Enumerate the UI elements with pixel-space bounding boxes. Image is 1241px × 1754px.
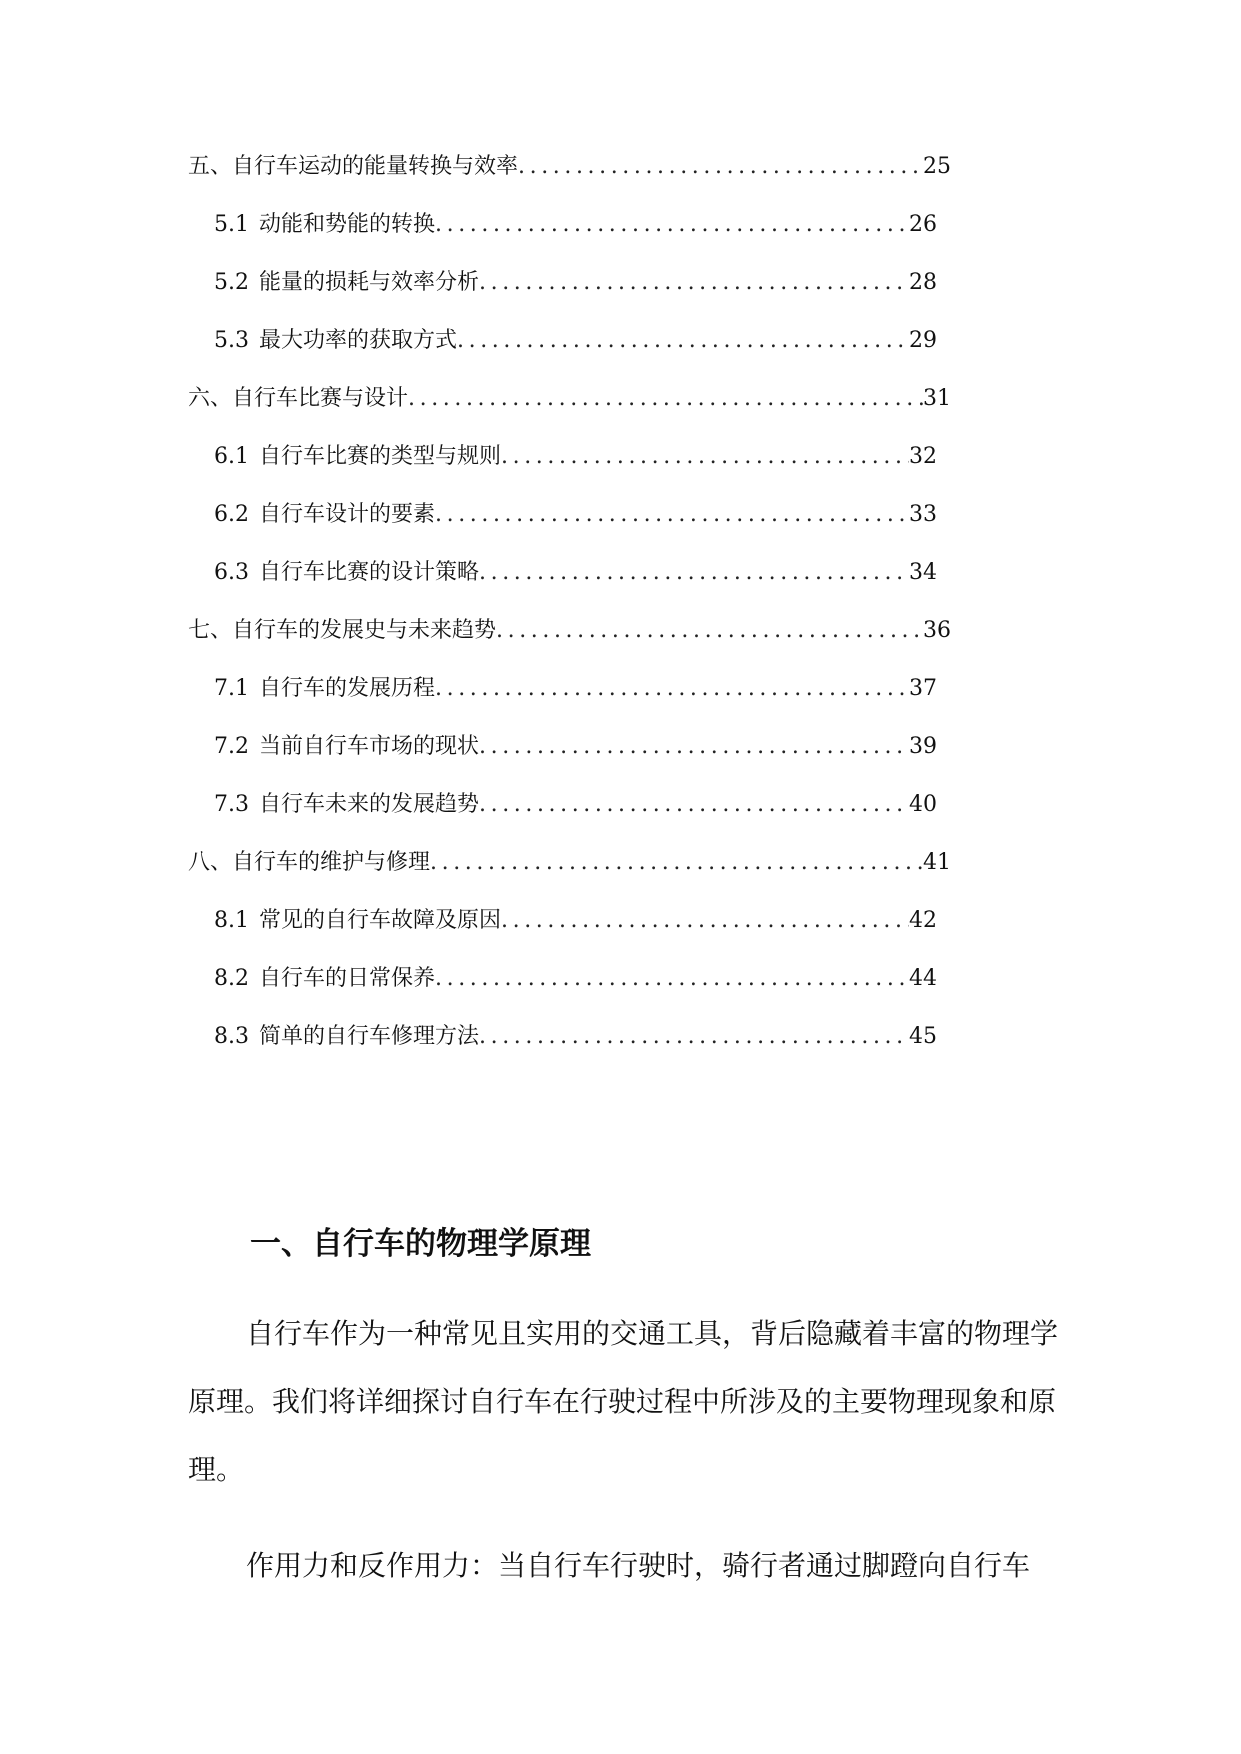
toc-page-number: 44: [909, 966, 937, 991]
toc-page-number: 29: [909, 328, 937, 353]
toc-entry-title: 动能和势能的转换: [259, 212, 436, 237]
toc-entry[interactable]: [214, 558, 937, 588]
toc-leader-dots: [408, 384, 923, 414]
toc-page-number: 39: [909, 734, 937, 759]
toc-entry-number: 7.3: [214, 792, 249, 817]
section-heading: 一、自行车的物理学原理: [250, 1226, 591, 1262]
toc-entry-number: 8.3: [214, 1024, 249, 1049]
toc-leader-dots: [430, 848, 923, 878]
toc-page-number: 45: [909, 1024, 937, 1049]
toc-entry-title: 能量的损耗与效率分析: [259, 270, 480, 295]
toc-entry-title: 五、自行车运动的能量转换与效率: [188, 154, 519, 179]
toc-entry[interactable]: [214, 674, 937, 704]
toc-entry-number: 7.1: [214, 676, 249, 701]
toc-leader-dots: [479, 268, 909, 298]
toc-entry[interactable]: [188, 384, 951, 414]
toc-entry[interactable]: [214, 964, 937, 994]
toc-entry-title: 自行车的发展历程: [259, 676, 436, 701]
toc-leader-dots: [479, 558, 909, 588]
toc-entry-title: 七、自行车的发展史与未来趋势: [188, 618, 497, 643]
toc-page-number: 41: [923, 850, 951, 875]
toc-leader-dots: [435, 500, 909, 530]
toc-entry-title: 最大功率的获取方式: [259, 328, 458, 353]
toc-entry[interactable]: [188, 152, 951, 182]
toc-page-number: 42: [909, 908, 937, 933]
body-paragraph: 作用力和反作用力：当自行车行驶时，骑行者通过脚蹬向自行车: [246, 1549, 1031, 1582]
toc-leader-dots: [435, 964, 909, 994]
toc-leader-dots: [501, 442, 909, 472]
toc-entry-number: 5.1: [214, 212, 249, 237]
toc-entry-number: 5.2: [214, 270, 249, 295]
toc-entry-number: 5.3: [214, 328, 249, 353]
toc-page-number: 32: [909, 444, 937, 469]
toc-page-number: 25: [923, 154, 951, 179]
toc-entry-number: 7.2: [214, 734, 249, 759]
toc-leader-dots: [435, 674, 909, 704]
toc-entry-title: 自行车未来的发展趋势: [259, 792, 480, 817]
toc-page-number: 28: [909, 270, 937, 295]
toc-entry-number: 6.3: [214, 560, 249, 585]
toc-page-number: 36: [923, 618, 951, 643]
toc-entry-title: 六、自行车比赛与设计: [188, 386, 409, 411]
toc-leader-dots: [457, 326, 909, 356]
toc-page-number: 33: [909, 502, 937, 527]
toc-entry[interactable]: [214, 906, 937, 936]
toc-entry[interactable]: [188, 616, 951, 646]
toc-entry-title: 自行车比赛的设计策略: [259, 560, 480, 585]
toc-entry-title: 常见的自行车故障及原因: [259, 908, 502, 933]
toc-entry[interactable]: [214, 500, 937, 530]
toc-entry-title: 自行车设计的要素: [259, 502, 436, 527]
toc-leader-dots: [496, 616, 923, 646]
toc-entry-number: 6.2: [214, 502, 249, 527]
toc-page-number: 26: [909, 212, 937, 237]
toc-entry[interactable]: [188, 848, 951, 878]
toc-leader-dots: [479, 732, 909, 762]
toc-page-number: 37: [909, 676, 937, 701]
toc-entry-title: 八、自行车的维护与修理: [188, 850, 431, 875]
toc-page-number: 31: [923, 386, 951, 411]
toc-entry-number: 8.1: [214, 908, 249, 933]
toc-page-number: 40: [909, 792, 937, 817]
toc-entry[interactable]: [214, 442, 937, 472]
body-paragraph: 自行车作为一种常见且实用的交通工具，背后隐藏着丰富的物理学原理。我们将详细探讨自行车在行驶过程中所涉及的主要物理现象和原理。: [188, 1317, 1059, 1486]
toc-entry[interactable]: [214, 326, 937, 356]
toc-entry[interactable]: [214, 732, 937, 762]
toc-leader-dots: [435, 210, 909, 240]
toc-entry[interactable]: [214, 790, 937, 820]
toc-entry[interactable]: [214, 210, 937, 240]
toc-entry-title: 自行车比赛的类型与规则: [259, 444, 502, 469]
toc-entry-number: 6.1: [214, 444, 249, 469]
toc-leader-dots: [501, 906, 909, 936]
toc-leader-dots: [479, 790, 909, 820]
toc-entry-title: 当前自行车市场的现状: [259, 734, 480, 759]
toc-entry[interactable]: [214, 1022, 937, 1052]
toc-entry-number: 8.2: [214, 966, 249, 991]
toc-page-number: 34: [909, 560, 937, 585]
toc-entry-title: 简单的自行车修理方法: [259, 1024, 480, 1049]
toc-entry-title: 自行车的日常保养: [259, 966, 436, 991]
toc-leader-dots: [479, 1022, 909, 1052]
toc-leader-dots: [518, 152, 923, 182]
toc-entry[interactable]: [214, 268, 937, 298]
